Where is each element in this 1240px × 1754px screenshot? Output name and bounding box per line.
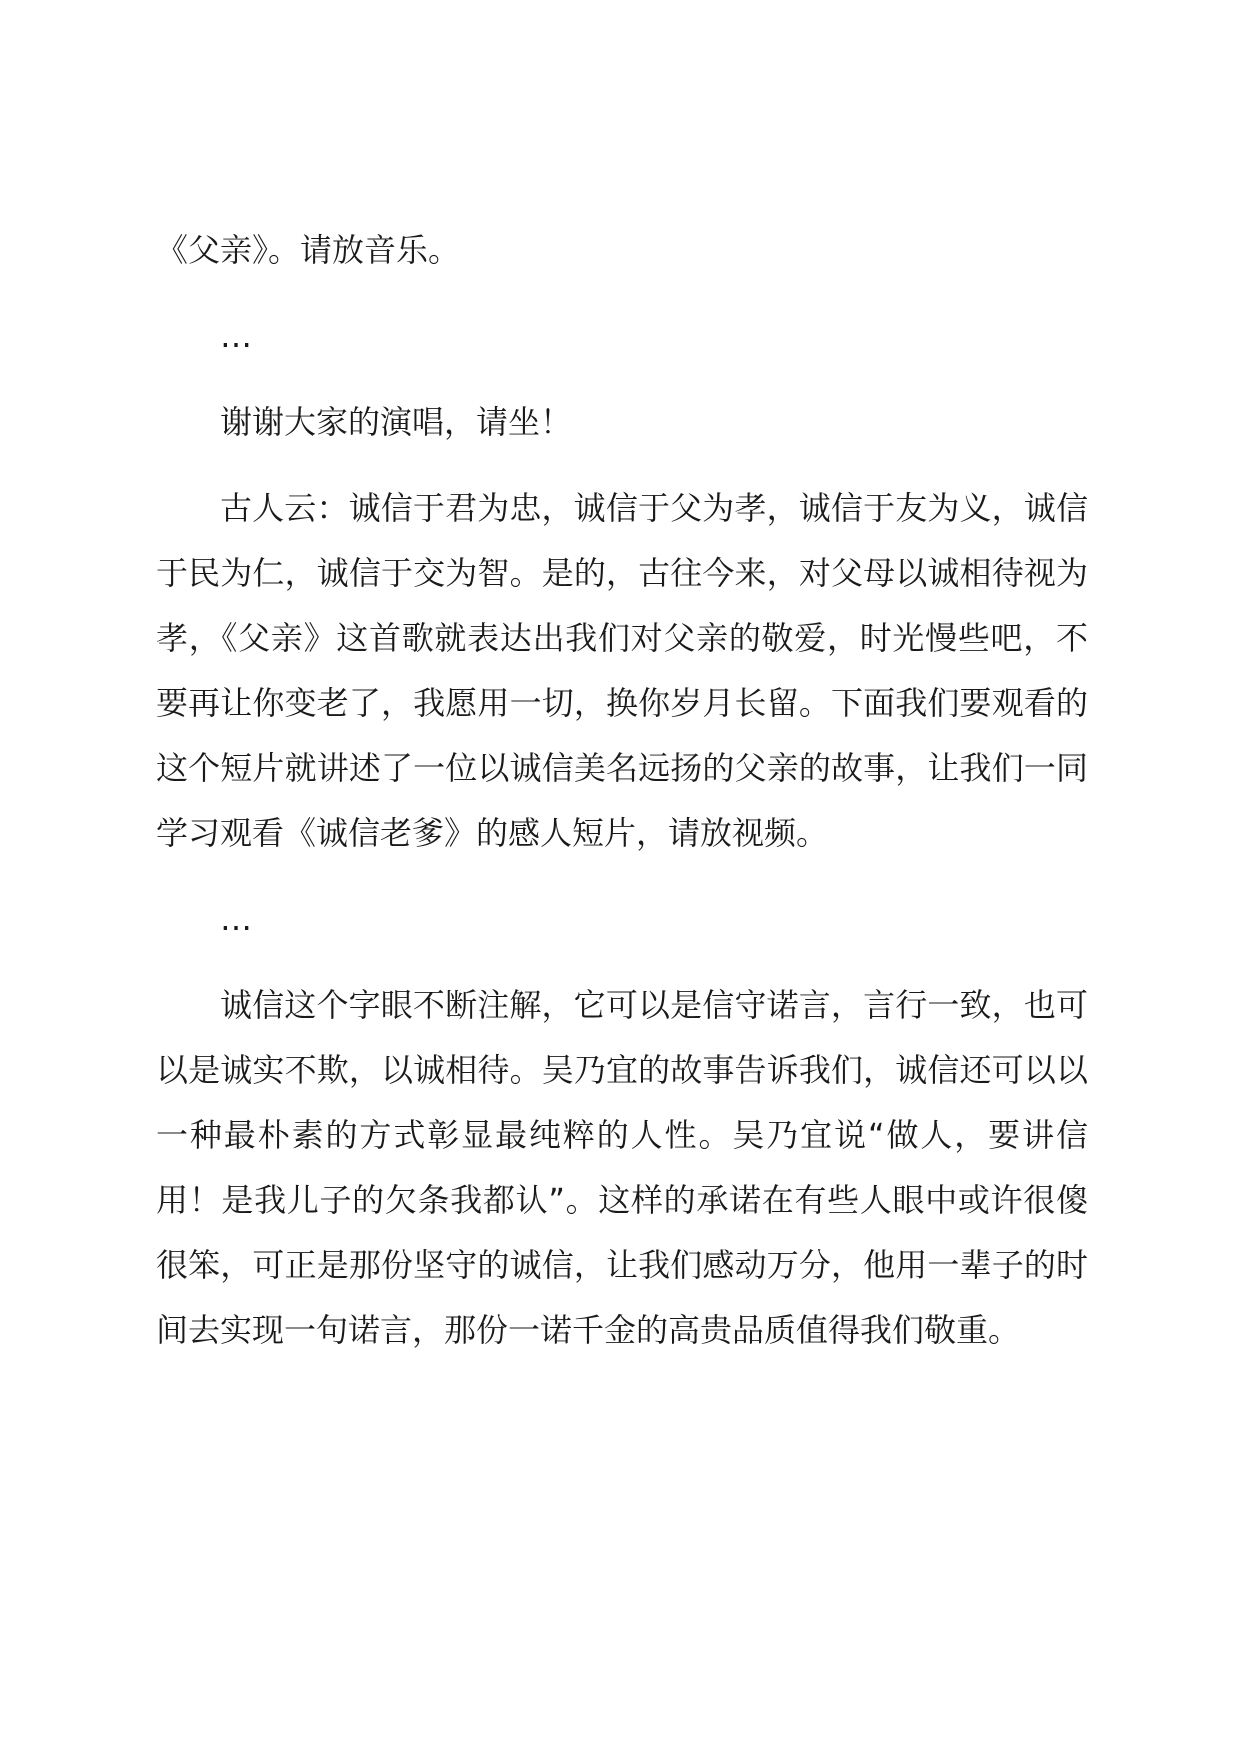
paragraph-thanks: 谢谢大家的演唱，请坐！ [220,403,573,441]
paragraph-ancient-saying: 古人云：诚信于君为忠，诚信于父为孝，诚信于友为义，诚信于民为仁，诚信于交为智。是的，古往今来，对父母以诚相待视为孝，《父亲》这首歌就表达出我们对父亲的敬爱，时光慢些吧，不要再让你变老了，我愿用一切，换你岁月长留。下面我们要观看的这个短片就讲述了一位以诚信美名远扬的父亲的故事，让我们一同学习观看《诚信老爹》的感人短片，请放视频。 [156,489,1088,852]
paragraph-integrity: 诚信这个字眼不断注解，它可以是信守诺言，言行一致，也可以是诚实不欺，以诚相待。吴乃宜的故事告诉我们，诚信还可以以一种最朴素的方式彰显最纯粹的人性。吴乃宜说“做人，要讲信用！是我儿子的欠条我都认”。这样的承诺在有些人眼中或许很傻很笨，可正是那份坚守的诚信，让我们感动万分，他用一辈子的时间去实现一句诺言，那份一诺千金的高贵品质值得我们敬重。 [156,986,1088,1349]
paragraph-ellipsis: … [220,317,254,355]
paragraph-ellipsis: … [220,900,254,938]
document-body [156,218,1088,1384]
paragraph-continuation: 《父亲》。请放音乐。 [156,231,461,269]
